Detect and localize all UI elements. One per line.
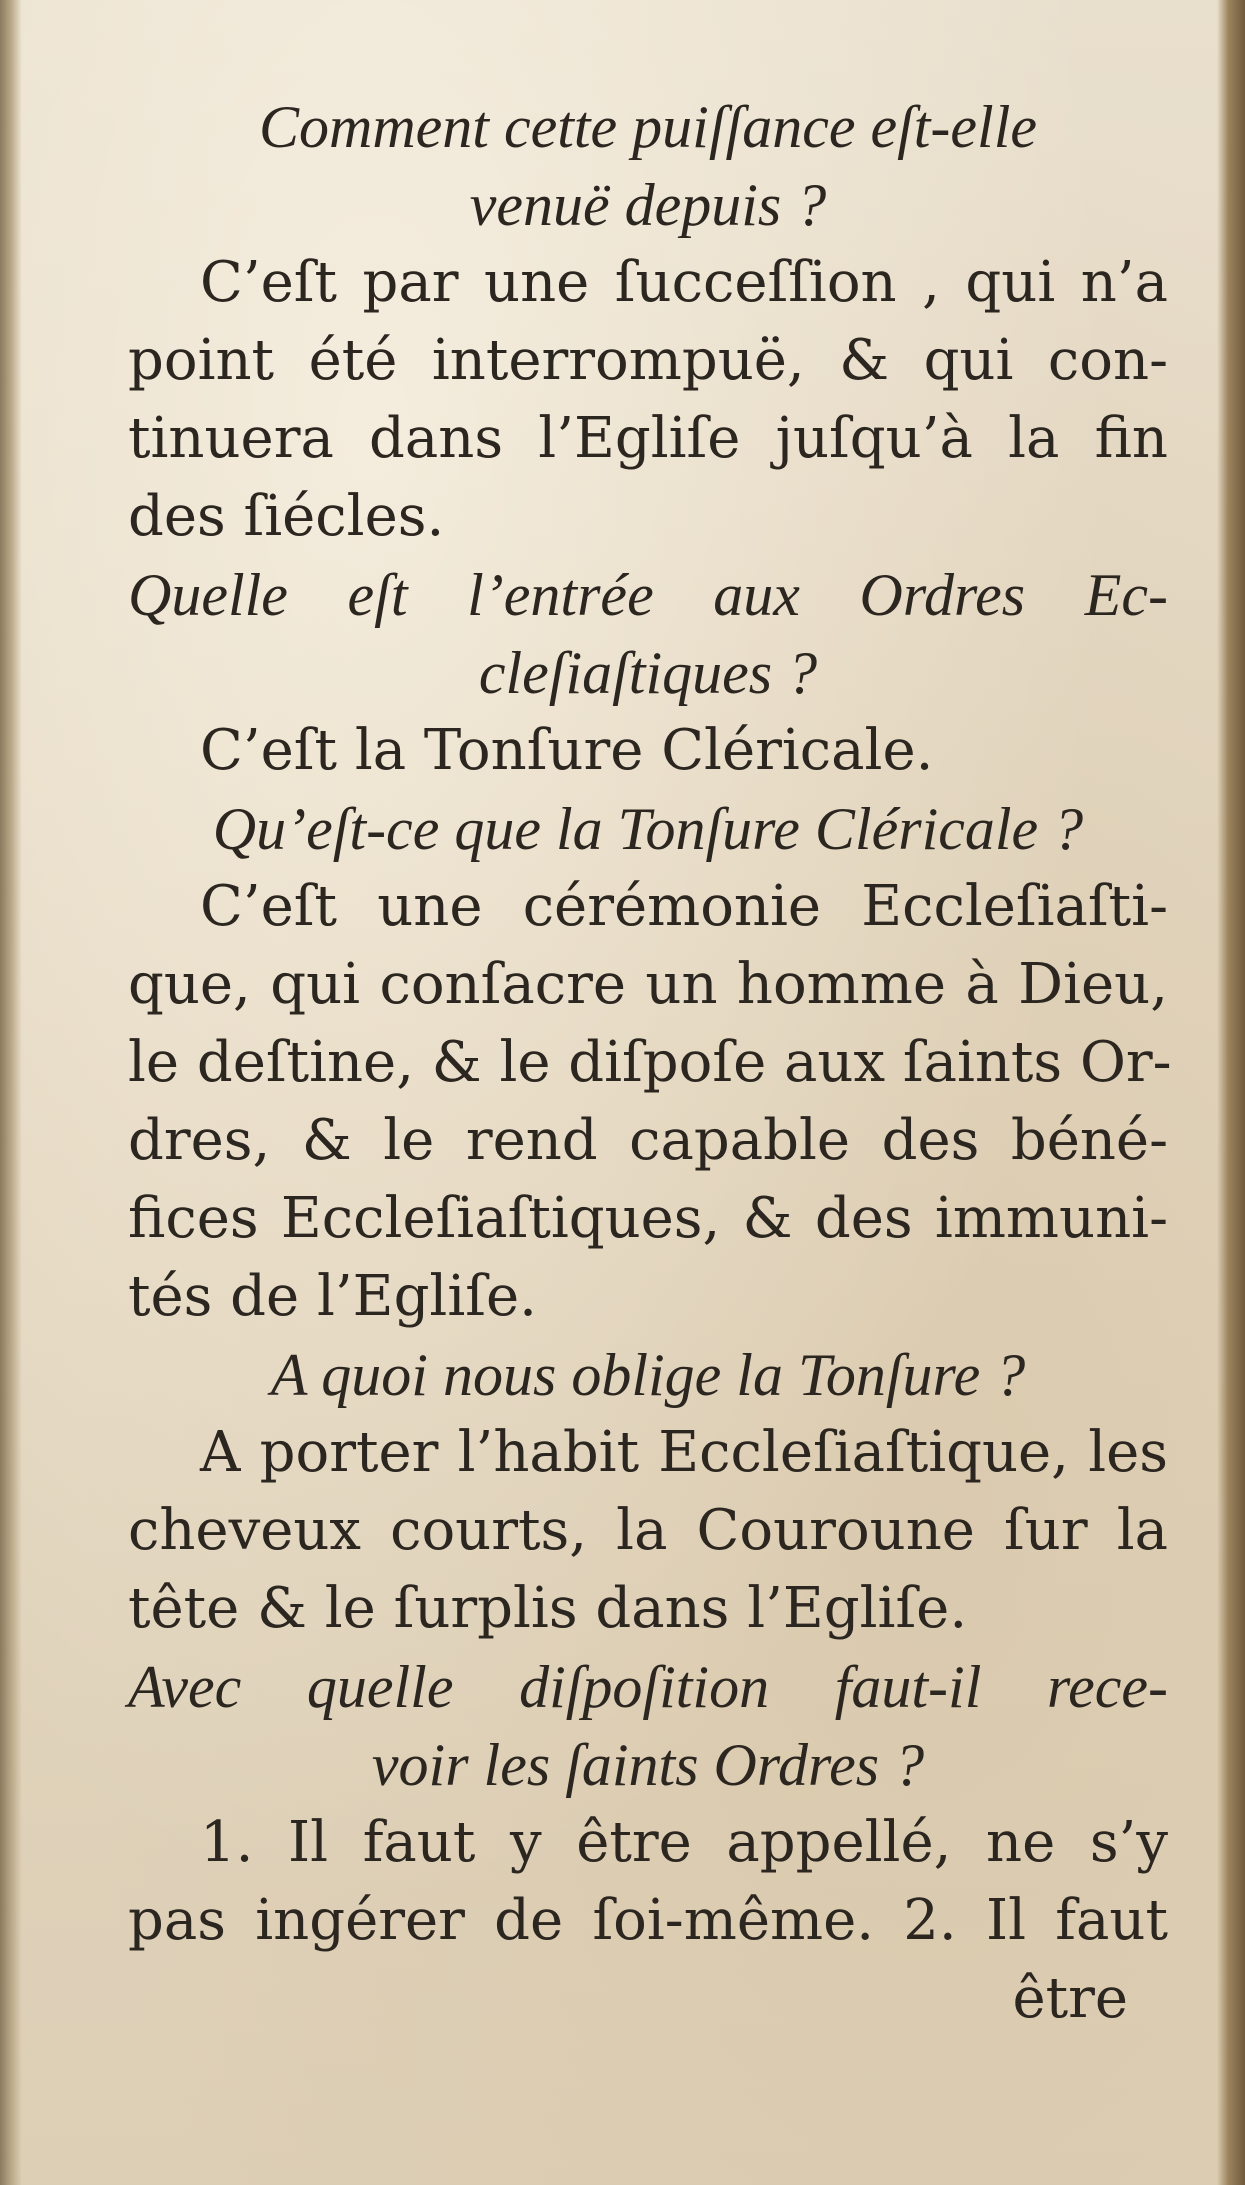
question-line: venuë depuis ? xyxy=(469,172,827,238)
answer-line: fices Eccleſiaſtiques, & des immuni- xyxy=(128,1186,1168,1251)
answer-line: des ſiécles. xyxy=(128,484,445,549)
answer-line: tête & le ſurplis dans l’Egliſe. xyxy=(128,1576,968,1641)
question-line: Qu’eſt-ce que la Tonſure Cléricale ? xyxy=(212,796,1084,862)
answer-line: tinuera dans l’Egliſe juſqu’à la fin xyxy=(128,406,1168,471)
catchword: être xyxy=(1012,1966,1128,2031)
answer-line: cheveux courts, la Couroune ſur la xyxy=(128,1498,1168,1563)
answer-line: point été interrompuë, & qui con- xyxy=(128,328,1168,393)
question-line: Comment cette puiſſance eſt-elle xyxy=(258,94,1038,160)
answer-line: 1. Il faut y être appellé, ne s’y xyxy=(200,1810,1168,1875)
answer-line: le deſtine, & le diſpoſe aux ſaints Or- xyxy=(128,1030,1172,1095)
page-text xyxy=(128,88,1172,2038)
question-line: cleſiaſtiques ? xyxy=(478,640,818,706)
answer-line: tés de l’Egliſe. xyxy=(128,1264,537,1329)
answer-line: C’eſt une cérémonie Eccleſiaſti- xyxy=(200,874,1168,939)
answer-line: C’eſt la Tonſure Cléricale. xyxy=(200,718,934,783)
question-line: Quelle eſt l’entrée aux Ordres Ec- xyxy=(128,562,1168,628)
question-line: voir les ſaints Ordres ? xyxy=(371,1732,925,1798)
answer-line: C’eſt par une ſucceſſion , qui n’a xyxy=(200,250,1168,315)
answer-line: dres, & le rend capable des béné- xyxy=(128,1108,1168,1173)
page-right-edge xyxy=(1217,0,1245,2185)
answer-line: A porter l’habit Eccleſiaſtique, les xyxy=(200,1420,1168,1485)
page-left-edge xyxy=(0,0,22,2185)
question-line: A quoi nous oblige la Tonſure ? xyxy=(270,1342,1026,1408)
question-line: Avec quelle diſpoſition faut-il rece- xyxy=(128,1654,1168,1720)
answer-line: que, qui conſacre un homme à Dieu, xyxy=(128,952,1168,1017)
answer-line: pas ingérer de ſoi-même. 2. Il faut xyxy=(128,1888,1168,1953)
